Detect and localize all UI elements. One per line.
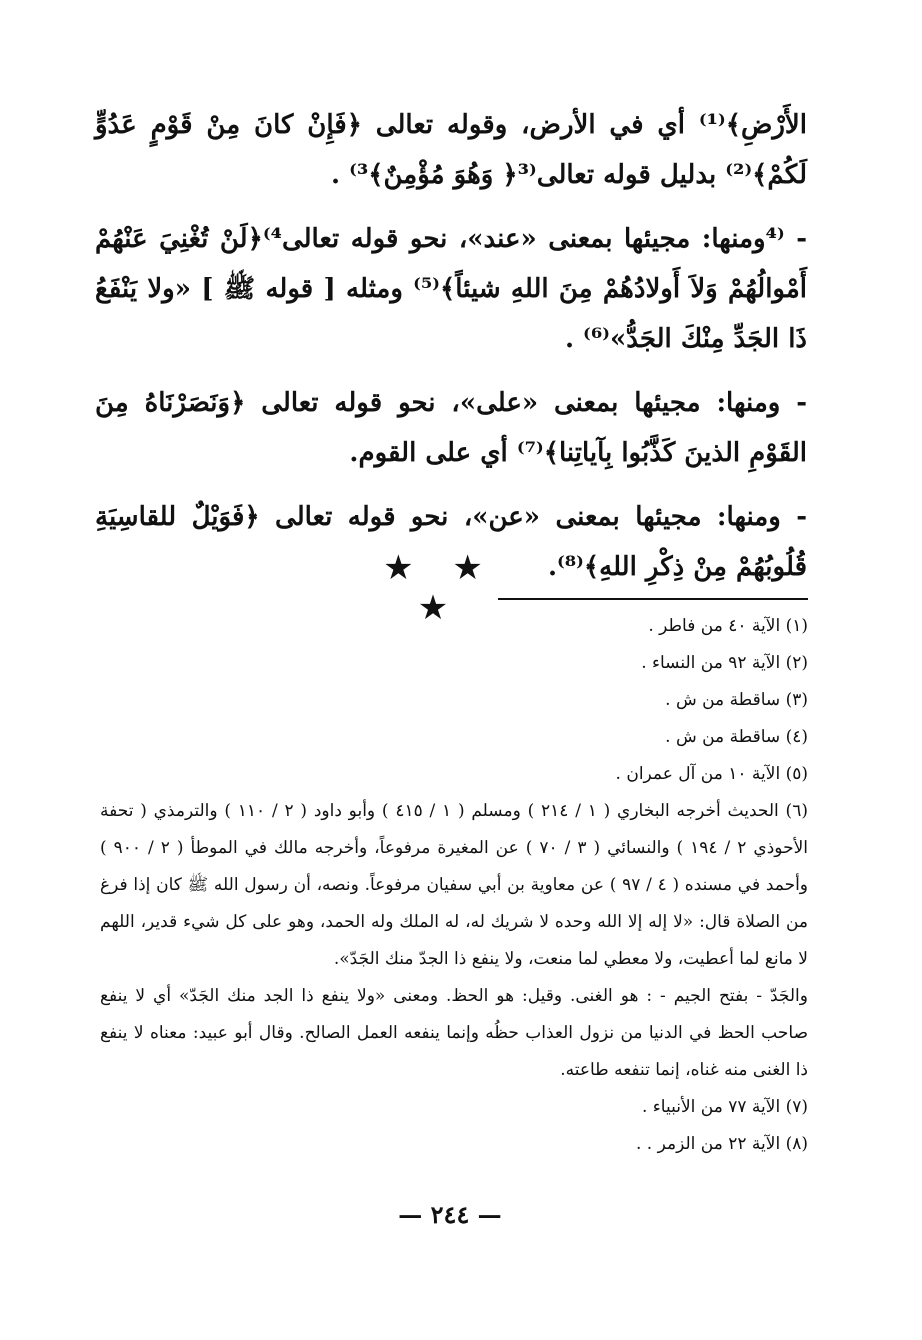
- footnote-1: (١) الآية ٤٠ من فاطر .: [648, 616, 808, 636]
- main-text: [95, 100, 807, 592]
- footnote-6-explanation: والجَدّ - بفتح الجيم - : هو الغنى. وقيل: هو الحظ. ومعنى «ولا ينفع ذا الجد منك الجَدّ» أي لا ينفع صاحب الحظ في الدنيا من نزول العذاب حظُه وإنما ينفعه العمل الصالح. وقال أبو عبيد: معناه لا ينفع ذا الغنى منه غناه، إنما تنفعه طاعته.: [100, 986, 808, 1080]
- footnote-3: (٣) ساقطة من ش .: [665, 690, 808, 710]
- footnote-6: (٦) الحديث أخرجه البخاري ( ١ / ٢١٤ ) ومسلم ( ١ / ٤١٥ ) وأبو داود ( ٢ / ١١٠ ) والترمذي ( تحفة الأحوذي ٢ / ١٩٤ ) والنسائي ( ٣ / ٧٠ ) عن المغيرة مرفوعاً، وأخرجه مالك في الموطأ ( ٢ / ٩٠٠ ) وأحمد في مسنده ( ٤ / ٩٧ ) عن معاوية بن أبي سفيان مرفوعاً. ونصه، أن رسول الله ﷺ كان إذا فرغ من الصلاة قال: «لا إله إلا الله وحده لا شريك له، له الملك وله الحمد، وهو على كل شيء قدير، اللهم لا مانع لما أعطيت، ولا معطي لما منعت، ولا ينفع ذا الجدّ منك الجَدّ».: [100, 801, 809, 969]
- main-paragraph-4: - ومنها: مجيئها بمعنى «عن»، نحو قوله تعالى ﴿فَوَيْلٌ للقاسِيَةِ قُلُوبُهُمْ مِنْ ذِكْرِ اللهِ﴾⁽⁸⁾.: [95, 502, 807, 582]
- main-paragraph-2: - ⁽⁴ومنها: مجيئها بمعنى «عند»، نحو قوله تعالى⁴⁾﴿لَنْ تُغْنِيَ عَنْهُمْ أَمْوالُهُمْ وَلاَ أَولادُهُمْ مِنَ اللهِ شيئاً﴾⁽⁵⁾ ومثله [ قوله ﷺ ] «ولا يَنْفَعُ ذَا الجَدِّ مِنْكَ الجَدُّ»⁽⁶⁾ .: [95, 224, 807, 354]
- main-paragraph-1: الأَرْضِ﴾⁽¹⁾ أي في الأرض، وقوله تعالى ﴿فَإِنْ كانَ مِنْ قَوْمٍ عَدُوٍّ لَكُمْ﴾⁽²⁾ بدليل قوله تعالى⁽³﴿ وَهُوَ مُؤْمِنٌ﴾³⁾ .: [95, 110, 807, 190]
- footnote-4: (٤) ساقطة من ش .: [665, 727, 808, 747]
- footnote-2: (٢) الآية ٩٢ من النساء .: [641, 653, 808, 673]
- footnote-8: (٨) الآية ٢٢ من الزمر . .: [635, 1134, 808, 1154]
- footnotes: [100, 608, 808, 1163]
- section-separator-stars: ★ ★ ★: [383, 548, 497, 628]
- footnote-7: (٧) الآية ٧٧ من الأنبياء .: [641, 1097, 808, 1117]
- footnote-divider: [498, 598, 808, 600]
- main-paragraph-3: - ومنها: مجيئها بمعنى «على»، نحو قوله تعالى ﴿وَنَصَرْنَاهُ مِنَ القَوْمِ الذينَ كَذَّبُوا بِآياتِنا﴾⁽⁷⁾ أي على القوم.: [95, 388, 807, 468]
- page-number: — ٢٤٤ —: [398, 1200, 502, 1229]
- footnote-5: (٥) الآية ١٠ من آل عمران .: [615, 764, 808, 784]
